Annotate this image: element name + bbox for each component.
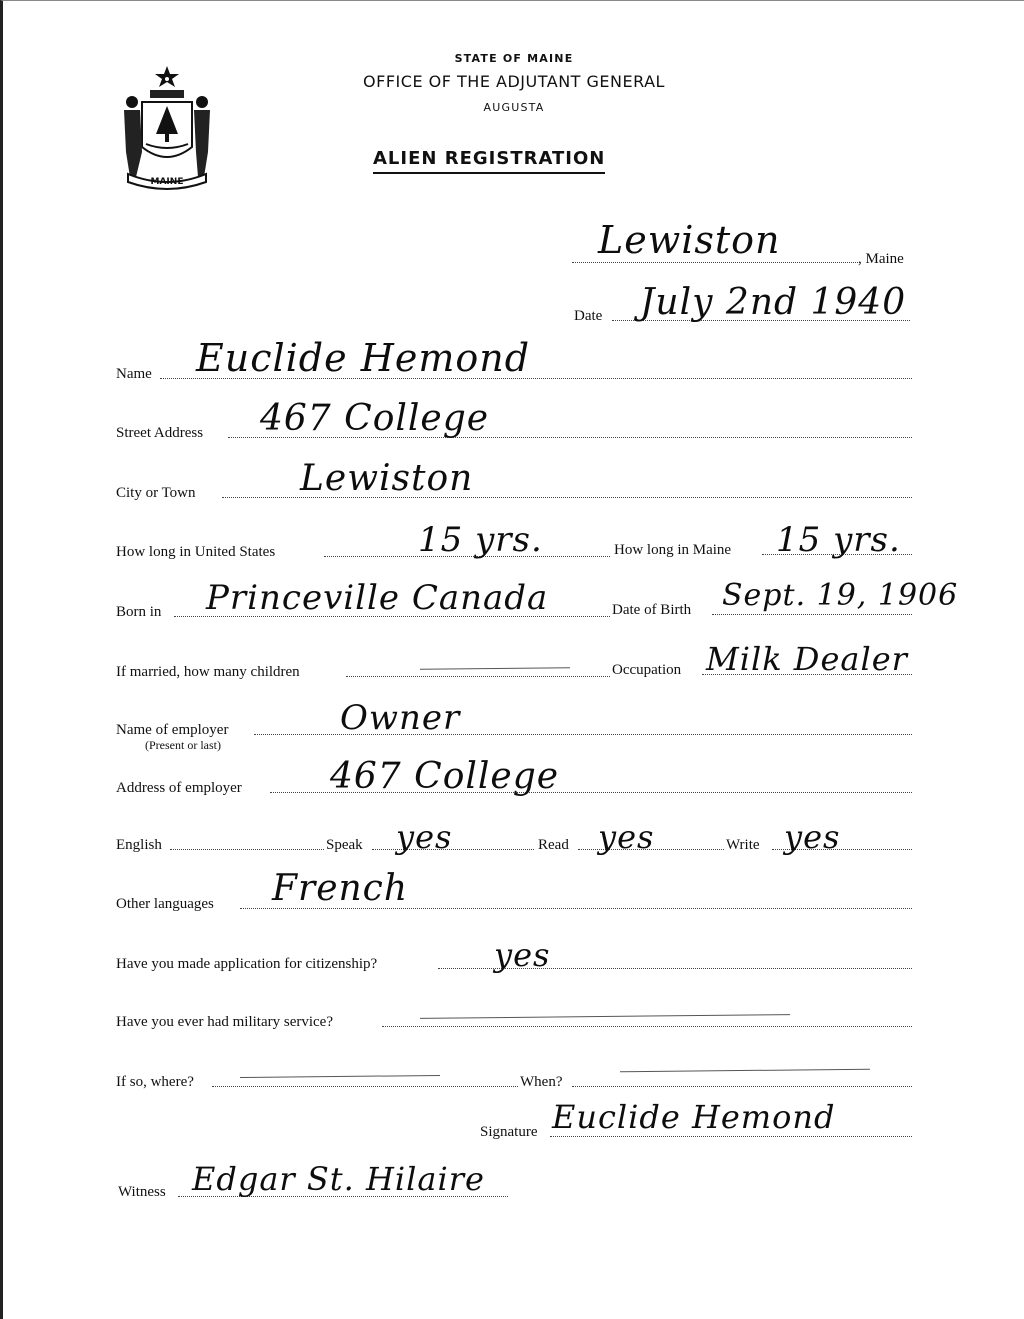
born-in-label: Born in [116,604,162,620]
citizenship-value[interactable]: yes [494,936,551,974]
signature-value[interactable]: Euclide Hemond [552,1098,836,1136]
when-label: When? [520,1074,563,1090]
location-suffix: , Maine [858,251,904,267]
name-label: Name [116,366,152,382]
witness-value[interactable]: Edgar St. Hilaire [192,1160,485,1198]
header-office: OFFICE OF THE ADJUTANT GENERAL [363,72,665,91]
speak-label: Speak [326,837,363,853]
date-value[interactable]: July 2nd 1940 [640,282,907,323]
street-address-value[interactable]: 467 College [260,398,490,439]
write-value[interactable]: yes [784,818,841,856]
how-long-us-label: How long in United States [116,544,276,560]
employer-value[interactable]: Owner [340,698,461,738]
other-languages-value[interactable]: French [272,868,409,909]
occupation-value[interactable]: Milk Dealer [706,640,908,678]
other-languages-label: Other languages [116,896,214,912]
name-value[interactable]: Euclide Hemond [196,336,531,380]
signature-line [550,1136,912,1137]
signature-label: Signature [480,1124,538,1140]
city-label: City or Town [116,485,196,501]
children-label: If married, how many children [116,664,300,680]
military-label: Have you ever had military service? [116,1014,333,1030]
employer-address-value[interactable]: 467 College [330,756,560,797]
speak-value[interactable]: yes [396,818,453,856]
born-in-value[interactable]: Princeville Canada [206,578,549,618]
header-city: AUGUSTA [483,101,545,114]
witness-label: Witness [118,1184,166,1200]
where-line [212,1086,518,1087]
where-label: If so, where? [116,1074,194,1090]
employer-sublabel: (Present or last) [145,738,221,752]
how-long-maine-value[interactable]: 15 yrs. [776,520,901,560]
city-value[interactable]: Lewiston [300,458,474,499]
date-of-birth-line [712,614,912,615]
children-line [346,676,610,677]
when-line [572,1086,912,1087]
date-of-birth-label: Date of Birth [612,602,692,618]
date-of-birth-value[interactable]: Sept. 19, 1906 [722,578,959,613]
form-title: ALIEN REGISTRATION [373,148,605,174]
how-long-us-value[interactable]: 15 yrs. [418,520,543,560]
employer-label: Name of employer [116,722,229,738]
english-line [170,849,324,850]
how-long-maine-label: How long in Maine [614,542,732,558]
occupation-label: Occupation [612,662,682,678]
date-label: Date [574,308,603,324]
military-line [382,1026,912,1027]
seal-banner: MAINE [150,177,184,187]
location-value[interactable]: Lewiston [598,218,781,262]
location-line [572,262,860,263]
read-label: Read [538,837,569,853]
write-label: Write [726,837,760,853]
citizenship-label: Have you made application for citizenship? [116,956,378,972]
read-value[interactable]: yes [598,818,655,856]
header-state: STATE OF MAINE [454,52,574,65]
english-label: English [116,837,162,853]
street-address-label: Street Address [116,425,204,441]
employer-address-label: Address of employer [116,780,242,796]
